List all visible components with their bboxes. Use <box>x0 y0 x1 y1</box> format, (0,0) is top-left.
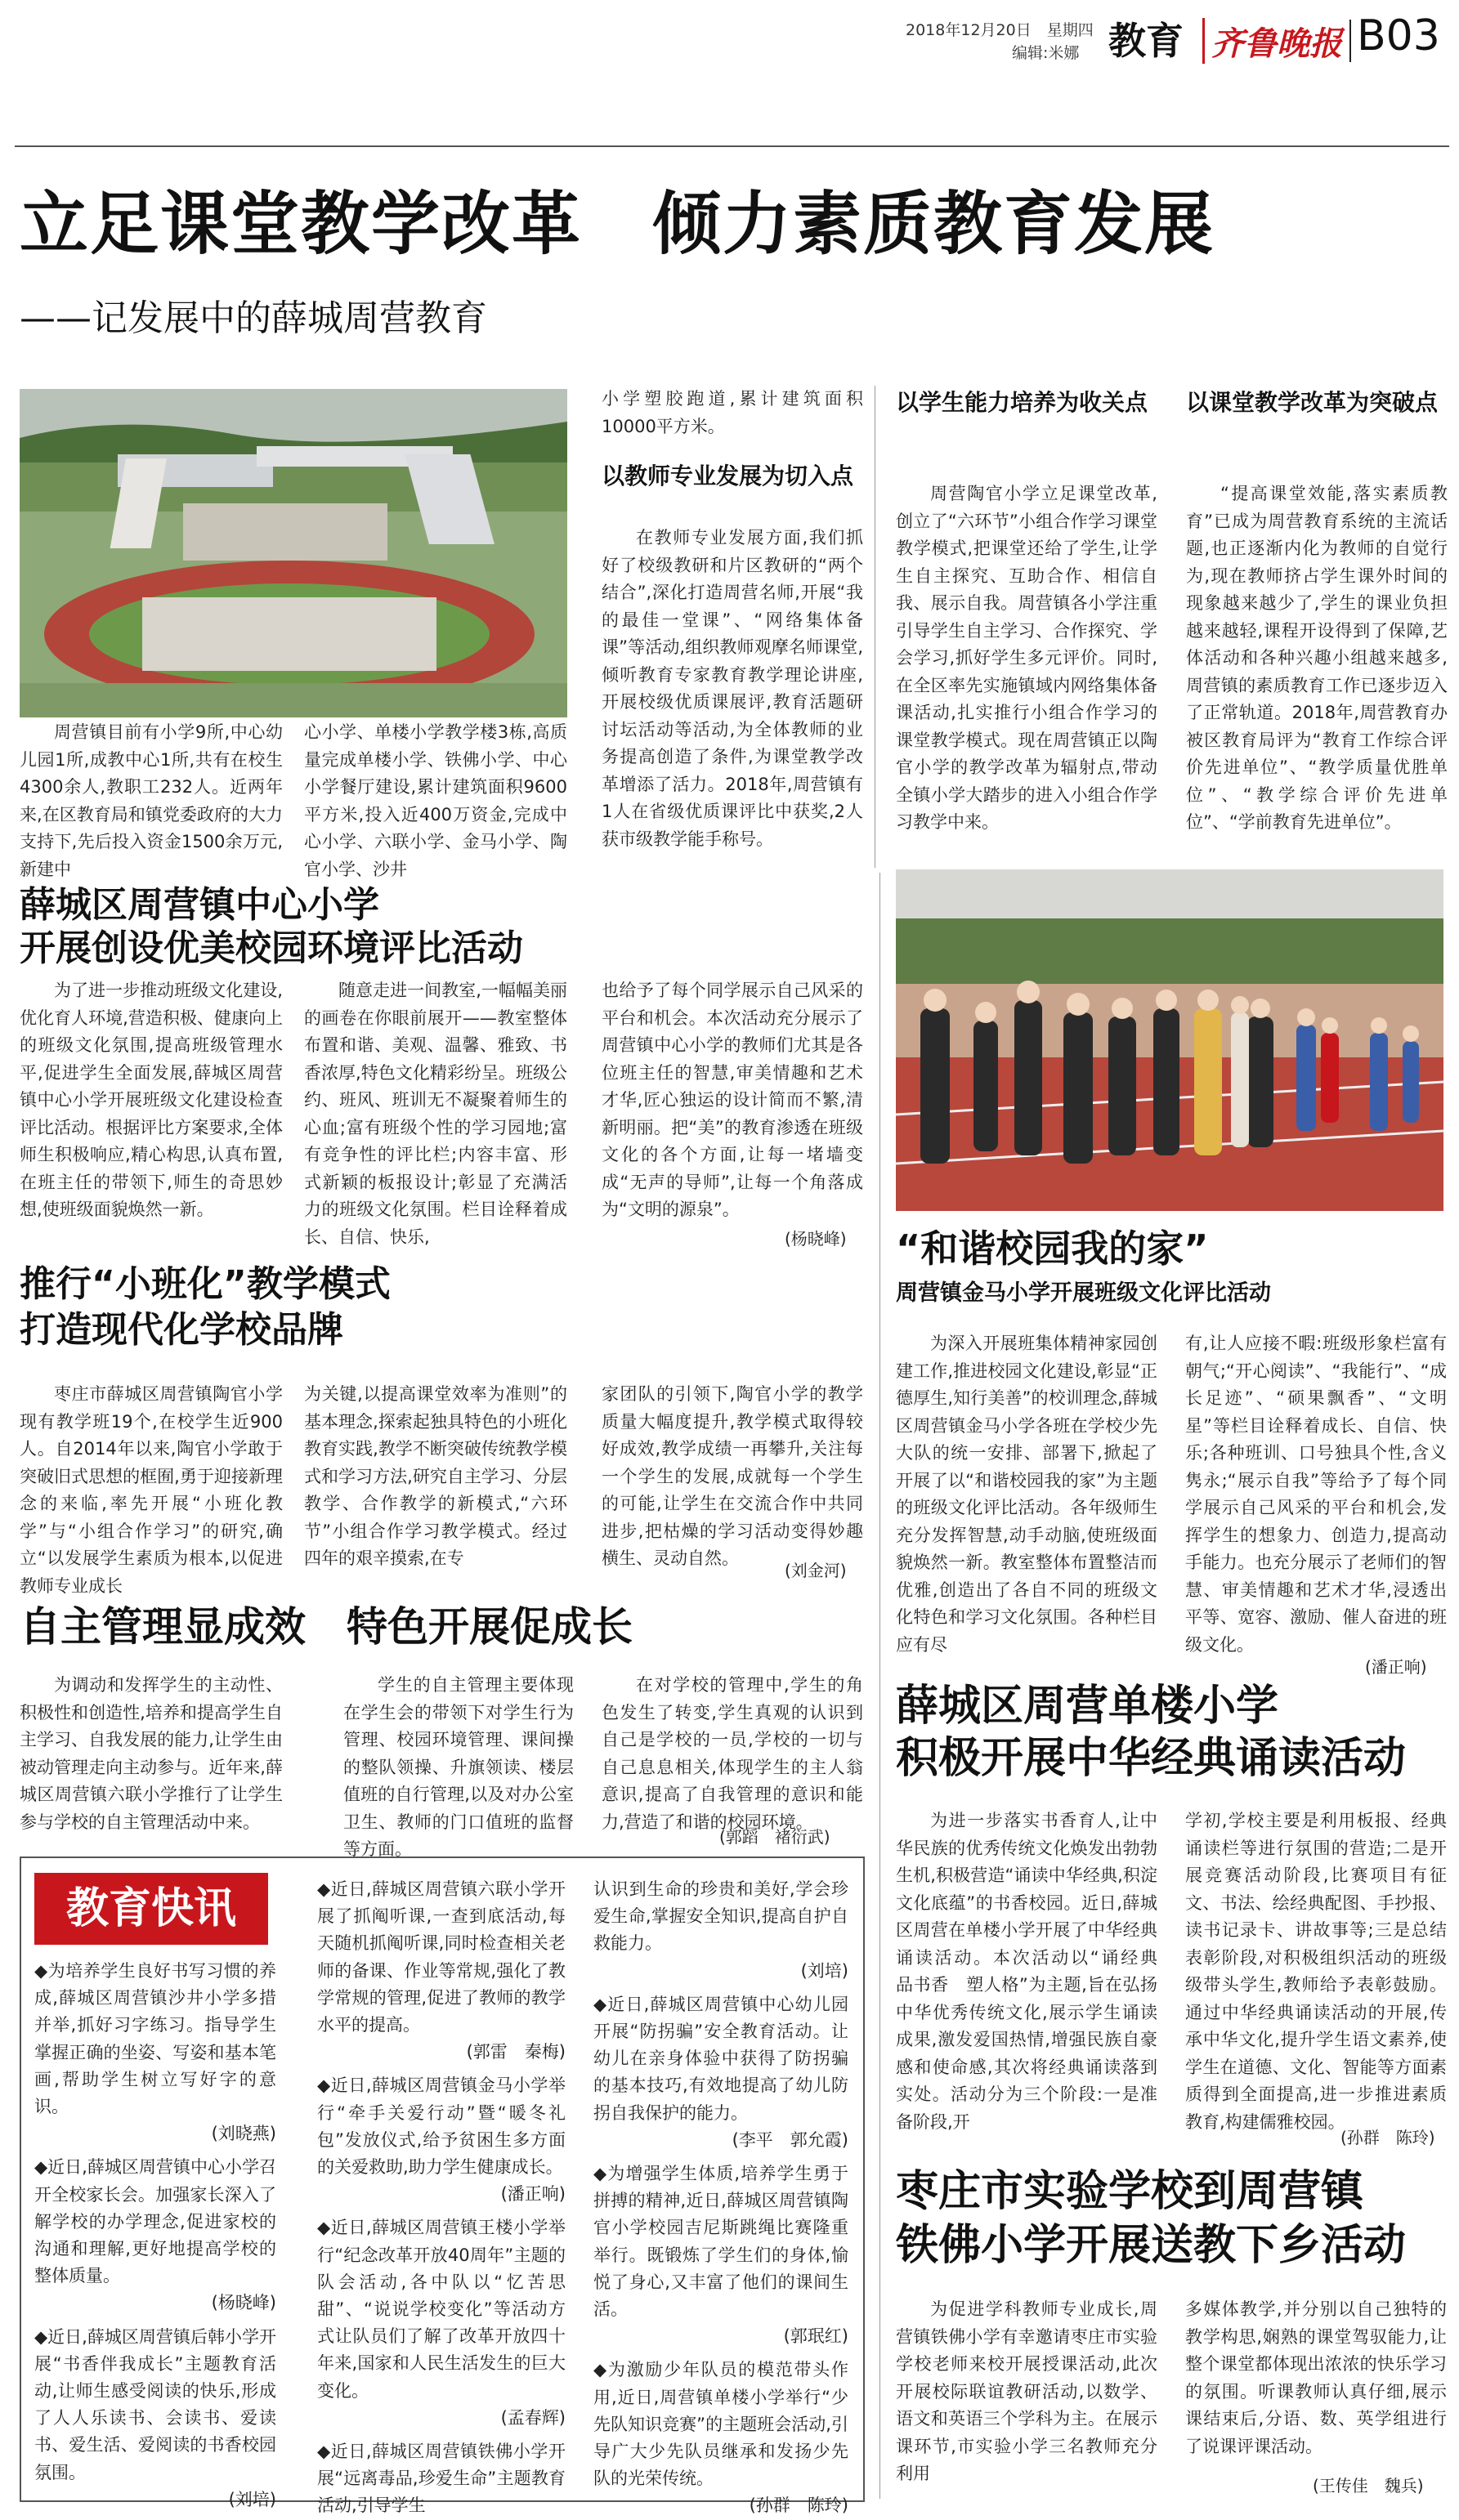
art1-title-1: 薛城区周营镇中心小学 <box>20 884 379 926</box>
lead-col-4: 周营陶官小学立足课堂改革,创立了“六环节”小组合作学习课堂教学模式,把课堂还给了学生,让学生自主探究、互助合作、相信自我、展示自我。周营镇各小学注重引导学生自主学习、合作探究、学会学习,抓好学生多元评价。同时,在全区率先实施镇域内网络集体备课活动,扎实推行小组合作学习的课堂教学模式。现在周营镇正以陶官小学的教学改革为辐射点,带动全镇小学大踏步的进入小组合作学习教学中来。 <box>896 484 1157 832</box>
art5-author: (孙群 陈玲) <box>1340 2128 1435 2147</box>
art4-title: “和谐校园我的家” <box>896 1226 1209 1271</box>
brief-item: ◆为激励少年队员的模范带头作用,近日,周营镇单楼小学举行“少先队知识竞赛”的主题班会活动,引导广大少先队员继承和发扬少先队的光荣传统。 (孙群 陈玲) <box>593 2360 848 2516</box>
group-photo <box>896 869 1443 1211</box>
section-name: 教育 <box>1108 19 1184 63</box>
art3-author: (郭蹈 褚衍武) <box>719 1827 830 1847</box>
art3-col-2: 学生的自主管理主要体现在学生会的带领下对学生行为管理、校园环境管理、课间操的整队领操、升旗领读、楼层值班的自行管理,以及对办公室卫生、教师的门口值班的监督等方面。 <box>343 1675 574 1859</box>
art2-author: (刘金河) <box>785 1561 847 1580</box>
brief-item: ◆近日,薛城区周营镇后韩小学开展“书香伴我成长”主题教育活动,让师生感受阅读的快乐,形成了人人乐读书、会读书、爱读书、爱生活、爱阅读的书香校园氛围。 (刘培) <box>34 2326 276 2509</box>
brief-item: ◆为增强学生体质,培养学生勇于拼搏的精神,近日,薛城区周营镇陶官小学校园吉尼斯跳绳比赛隆重举行。既锻炼了学生们的身体,愉悦了身心,又丰富了他们的课间生活。 (郭珉红) <box>593 2164 848 2347</box>
art5-title-1: 薛城区周营单楼小学 <box>896 1682 1279 1731</box>
main-subtitle: ——记发展中的薛城周营教育 <box>20 297 487 339</box>
art6-author: (王传佳 魏兵) <box>1313 2476 1424 2495</box>
lead-subhead-1: 以教师专业发展为切入点 <box>602 462 854 489</box>
art1-author: (杨晓峰) <box>785 1229 847 1249</box>
brief-item: ◆近日,薛城区周营镇中心幼儿园开展“防拐骗”安全教育活动。让幼儿在亲身体验中获得了防拐骗的基本技巧,有效地提高了幼儿防拐自我保护的能力。 (李平 郭允霞) <box>593 1994 848 2150</box>
news-briefs-label: 教育快讯 <box>34 1873 268 1945</box>
lead-col-1: 周营镇目前有小学9所,中心幼儿园1所,成教中心1所,共有在校生4300余人,教职工232人。近两年来,在区教育局和镇党委政府的大力支持下,先后投入资金1500余万元,新建中 <box>20 722 283 879</box>
brief-item: ◆近日,薛城区周营镇王楼小学举行“纪念改革开放40周年”主题的队会活动,各中队以“忆苦思甜”、“说说学校变化”等活动方式让队员们了解了改革开放四十年来,国家和人民生活发生的巨大变化。 (孟春辉) <box>317 2218 566 2428</box>
issue-date: 2018年12月20日 星期四 <box>906 21 1094 39</box>
art4-col-1: 为深入开展班集体精神家园创建工作,推进校园文化建设,彰显“正德厚生,知行美善”的校训理念,薛城区周营镇金马小学各班在学校少先大队的统一安排、部署下,掀起了开展了以“和谐校园我的家”为主题的班级文化评比活动。各年级师生充分发挥智慧,动手动脑,使班级面貌焕然一新。教室整体布置整洁而优雅,创造出了各自不同的班级文化特色和学习文化氛围。各种栏目应有尽 <box>896 1334 1157 1655</box>
brief-item: ◆近日,薛城区周营镇中心小学召开全校家长会。加强家长深入了解学校的办学理念,促进家校的沟通和理解,更好地提高学校的整体质量。 (杨晓峰) <box>34 2157 276 2313</box>
group-photo-image <box>896 869 1443 1211</box>
art6-col-1: 为促进学科教师专业成长,周营镇铁佛小学有幸邀请枣庄市实验学校老师来校开展授课活动,此次开展校际联谊教研活动,以数学、语文和英语三个学科为主。在展示课环节,市实验小学三名教师充分利用 <box>896 2299 1157 2483</box>
art3-col-3: 在对学校的管理中,学生的角色发生了转变,学生真观的认识到自己是学校的一员,学校的一切与自己息息相关,体现学生的主人翁意识,提高了自我管理的意识和能力,营造了和谐的校园环境。 <box>602 1675 863 1832</box>
art3-col-1: 为调动和发挥学生的主动性、积极性和创造性,培养和提高学生自主学习、自我发展的能力,让学生由被动管理走向主动参与。近年来,薛城区周营镇六联小学推行了让学生参与学校的自主管理活动中来。 <box>20 1675 283 1832</box>
lead-subhead-3: 以课堂教学改革为突破点 <box>1186 389 1439 416</box>
art1-col-3: 也给予了每个同学展示自己风采的平台和机会。本次活动充分展示了周营镇中心小学的教师们尤其是各位班主任的智慧,审美情趣和艺术才华,匠心独运的设计简而不繁,清新明丽。把“美”的教育渗透在班级文化的各个方面,让每一堵墙变成“无声的导师”,让每一个角落成为“文明的源泉”。 <box>602 981 863 1219</box>
newspaper-logo: 齐鲁晚报 <box>1211 25 1342 63</box>
art1-col-1: 为了进一步推动班级文化建设,优化育人环境,营造积极、健康向上的班级文化氛围,提高班级管理水平,促进学生全面发展,薛城区周营镇中心小学开展班级文化建设检查评比活动。根据评比方案要求,全体师生积极响应,精心构思,认真布置,在班主任的带领下,师生的奇思妙想,使班级面貌焕然一新。 <box>20 981 283 1219</box>
art2-title-2: 打造现代化学校品牌 <box>20 1309 343 1351</box>
masthead-divider-2 <box>1349 20 1351 62</box>
art4-subtitle: 周营镇金马小学开展班级文化评比活动 <box>896 1280 1271 1306</box>
art6-title-1: 枣庄市实验学校到周营镇 <box>896 2167 1364 2216</box>
main-headline: 立足课堂教学改革 倾力素质教育发展 <box>20 184 1215 264</box>
lead-col-5: “提高课堂效能,落实素质教育”已成为周营教育系统的主流话题,也正逐渐内化为教师的自觉行为,现在教师挤占学生课外时间的现象越来越少了,学生的课业负担越来越轻,课程开设得到了保障,艺体活动和各种兴趣小组越来越多,周营镇的素质教育工作已逐步迈入了正常轨道。2018年,周营教育办被区教育局评为“教育工作综合评价先进单位”、“教学质量优胜单位”、“教学综合评价先进单位”、“学前教育先进单位”。 <box>1186 484 1448 832</box>
lead-col-3: 在教师专业发展方面,我们抓好了校级教研和片区教研的“两个结合”,深化打造周营名师,开展“我的最佳一堂课”、“网络集体备课”等活动,组织教师观摩名师课堂,倾听教育专家教育教学理论讲座,开展校级优质课展评,教育活题研讨坛活动等活动,为全体教师的业务提高创造了条件,为课堂教学改革增添了活力。2018年,周营镇有1人在省级优质课评比中获奖,2人获市级教学能手称号。 <box>602 528 863 849</box>
brief-item: ◆近日,薛城区周营镇金马小学举行“牵手关爱行动”暨“暖冬礼包”发放仪式,给予贫困生多方面的关爱救助,助力学生健康成长。 (潘正响) <box>317 2075 566 2205</box>
art4-author: (潘正响) <box>1365 1657 1427 1677</box>
campus-aerial-image <box>20 389 567 717</box>
art2-col-2: 为关键,以提高课堂效率为准则”的基本理念,探索起独具特色的小班化教育实践,教学不断突破传统教学模式和学习方法,研究自主学习、分层教学、合作教学的新模式,“六环节”小组合作学习教学模式。经过四年的艰辛摸索,在专 <box>304 1384 567 1568</box>
lead-col-3-top: 小学塑胶跑道,累计建筑面积10000平方米。 <box>602 389 863 436</box>
brief-item: ◆近日,薛城区周营镇铁佛小学开展“远离毒品,珍爱生命”主题教育活动,引导学生 <box>317 2442 566 2516</box>
campus-aerial-photo <box>20 389 567 717</box>
lead-subhead-2: 以学生能力培养为收关点 <box>896 389 1148 416</box>
art5-col-1: 为进一步落实书香育人,让中华民族的优秀传统文化焕发出勃勃生机,积极营造“诵读中华经典,积淀文化底蕴”的书香校园。近日,薛城区周营在单楼小学开展了中华经典诵读活动。本次活动以“诵经典 品书香 塑人格”为主题,旨在弘扬中华优秀传统文化,展示学生诵读成果,激发爱国热情,增强民族自豪感和使命感,其次将经典诵读落到实处。活动分为三个阶段:一是准备阶段,开 <box>896 1811 1175 2132</box>
top-rule <box>15 145 1449 147</box>
lead-col-2: 心小学、单楼小学教学楼3栋,高质量完成单楼小学、铁佛小学、中心小学餐厅建设,累计建筑面积9600平方米,投入近400万资金,完成中心小学、六联小学、金马小学、陶官小学、沙井 <box>304 722 567 879</box>
art3-title: 自主管理显成效 特色开展促成长 <box>20 1603 633 1651</box>
briefs-col-2 <box>317 1876 566 2516</box>
art5-col-2: 学初,学校主要是利用板报、经典诵读栏等进行氛围的营造;二是开展竞赛活动阶段,比赛项目有征文、书法、绘经典配图、手抄报、读书记录卡、讲故事等;三是总结表彰阶段,对积极组织活动的班级级带头学生,教师给予表彰鼓励。通过中华经典诵读活动的开展,传承中华文化,提升学生语文素养,使学生在道德、文化、智能等方面素质得到全面提高,进一步推进素质教育,构建儒雅校园。 <box>1185 1811 1447 2132</box>
art4-col-2: 有,让人应接不暇:班级形象栏富有朝气;“开心阅读”、“我能行”、“成长足迹”、“硕果飘香”、“文明星”等栏目诠释着成长、自信、快乐;各种班训、口号独具个性,含义隽永;“展示自我”等给予了每个同学展示自己风采的平台和机会,发挥学生的想象力、创造力,提高动手能力。也充分展示了老师们的智慧、审美情趣和艺术才华,浸透出平等、宽容、激励、催人奋进的班级文化。 <box>1185 1334 1447 1655</box>
right-column-rule <box>879 873 880 2499</box>
masthead <box>0 0 1459 78</box>
editor-credit: 编辑:米娜 <box>1012 44 1080 62</box>
art6-title-2: 铁佛小学开展送教下乡活动 <box>896 2221 1407 2270</box>
brief-item: ◆为培养学生良好书写习惯的养成,薛城区周营镇沙井小学多措并举,抓好习字练习。指导学生掌握正确的坐姿、写姿和基本笔画,帮助学生树立写好字的意识。 (刘晓燕) <box>34 1961 276 2144</box>
art5-title-2: 积极开展中华经典诵读活动 <box>896 1734 1407 1783</box>
art2-title-1: 推行“小班化”教学模式 <box>20 1263 391 1305</box>
masthead-divider <box>1202 18 1205 64</box>
art6-col-2: 多媒体教学,并分别以自己独特的教学构思,娴熟的课堂驾驭能力,让整个课堂都体现出浓浓的快乐学习的氛围。听课教师认真仔细,展示课结束后,分语、数、英学组进行了说课评课活动。 <box>1185 2299 1447 2456</box>
page-number: B03 <box>1357 11 1440 60</box>
art1-col-2: 随意走进一间教室,一幅幅美丽的画卷在你眼前展开——教室整体布置和谐、美观、温馨、雅致、书香浓厚,特色文化精彩纷呈。班级公约、班风、班训无不凝聚着师生的心血;富有班级个性的学习园地;富有竞争性的评比栏;内容丰富、形式新颖的板报设计;彰显了充满活力的班级文化氛围。栏目诠释着成长、自信、快乐, <box>304 981 567 1247</box>
art2-col-3: 家团队的引领下,陶官小学的教学质量大幅度提升,教学模式取得较好成效,教学成绩一再攀升,关注每一个学生的发展,成就每一个学生的可能,让学生在交流合作中共同进步,把枯燥的学习活动变得妙趣横生、灵动自然。 <box>602 1384 863 1568</box>
briefs-col-3 <box>593 1876 848 2516</box>
art1-title-2: 开展创设优美校园环境评比活动 <box>20 927 523 969</box>
brief-item: ◆近日,薛城区周营镇六联小学开展了抓阄听课,一查到底活动,每天随机抓阄听课,同时检查相关老师的备课、作业等常规,强化了教学常规的管理,促进了教师的教学水平的提高。 (郭雷 秦梅) <box>317 1879 566 2062</box>
brief-item: 认识到生命的珍贵和美好,学会珍爱生命,掌握安全知识,提高自护自救能力。 (刘培) <box>593 1879 848 1981</box>
art2-col-1: 枣庄市薛城区周营镇陶官小学现有教学班19个,在校学生近900人。自2014年以来,陶官小学敢于突破旧式思想的框囿,勇于迎接新理念的来临,率先开展“小班化教学”与“小组合作学习”的研究,确立“以发展学生素质为根本,以促进教师专业成长 <box>20 1384 283 1596</box>
briefs-col-1 <box>34 1958 276 2509</box>
